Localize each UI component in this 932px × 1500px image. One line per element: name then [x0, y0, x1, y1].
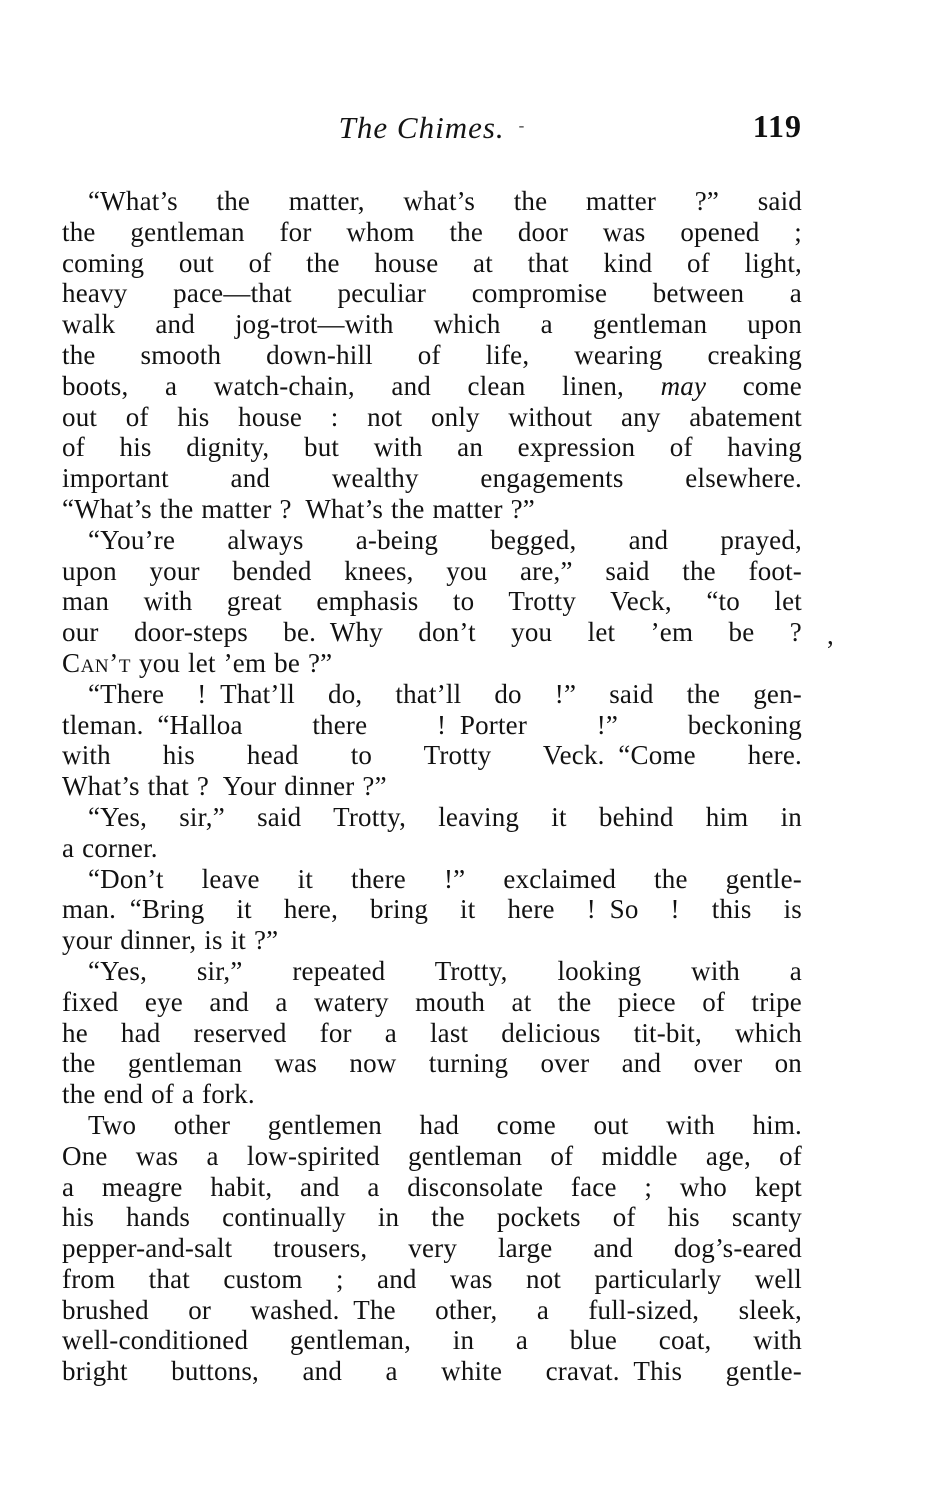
text-line [62, 956, 802, 987]
text-line [62, 432, 802, 463]
paragraph [62, 864, 802, 956]
text-line [62, 186, 802, 217]
running-title [62, 110, 802, 146]
text-line [62, 864, 802, 895]
italic-text: may [660, 370, 707, 401]
text-line [62, 494, 802, 525]
text-segment: man. “Bring it here, bring it here ! So ! this is [62, 894, 802, 925]
print-artifact-dash: - [518, 116, 526, 135]
text-segment: boots, a watch-chain, and clean linen, [62, 370, 661, 401]
text-segment: “Don’t leave it there !” exclaimed the gentle- [88, 863, 802, 894]
text-line [62, 278, 802, 309]
text-line [62, 1202, 802, 1233]
text-line [62, 1356, 802, 1387]
text-line [62, 987, 802, 1018]
running-title-text: The Chimes. [338, 110, 505, 145]
text-line [62, 556, 802, 587]
text-segment: “What’s the matter ? What’s the matter ?” [62, 493, 535, 524]
text-segment: walk and jog-trot—with which a gentleman upon [62, 309, 802, 340]
text-segment: “Yes, sir,” said Trotty, leaving it behind him in [88, 801, 802, 832]
text-segment: with his head to Trotty Veck. “Come here. [62, 740, 802, 771]
text-segment: What’s that ? Your dinner ?” [62, 771, 387, 802]
text-line [62, 679, 802, 710]
text-segment: “There ! That’ll do, that’ll do !” said the gen- [88, 678, 802, 709]
text-segment: One was a low-spirited gentleman of middle age, of [62, 1140, 802, 1171]
text-segment: a corner. [62, 832, 158, 863]
smallcaps-text: Can’t [62, 647, 132, 678]
paragraph [62, 802, 802, 864]
text-line [62, 1233, 802, 1264]
page-number: 119 [752, 108, 802, 144]
text-segment: the gentleman was now turning over and over on [62, 1048, 802, 1079]
text-line [62, 463, 802, 494]
text-segment: the smooth down-hill of life, wearing creaking [62, 339, 802, 370]
text-segment: upon your bended knees, you are,” said the foot- [62, 555, 802, 586]
text-segment: his hands continually in the pockets of his scanty [62, 1202, 802, 1233]
text-line [62, 802, 802, 833]
text-segment: a meagre habit, and a disconsolate face ; who kept [62, 1171, 802, 1202]
paragraph [62, 524, 834, 679]
text-line [62, 710, 802, 741]
text-segment: important and wealthy engagements elsewhere. [62, 463, 802, 494]
text-line [62, 525, 802, 556]
text-line [62, 1141, 802, 1172]
text-segment: fixed eye and a watery mouth at the piece of tripe [62, 986, 802, 1017]
text-line [62, 740, 802, 771]
text-line [62, 402, 802, 433]
text-line [62, 1295, 802, 1326]
text-line [62, 1018, 802, 1049]
page-header [62, 110, 802, 152]
text-segment: tleman. “Halloa there ! Porter !” beckoning [62, 709, 802, 740]
text-line [62, 1264, 802, 1295]
text-segment: man with great emphasis to Trotty Veck, “to let [62, 586, 802, 617]
text-body [62, 186, 834, 1387]
text-segment: well-conditioned gentleman, in a blue coat, with [62, 1325, 802, 1356]
text-line [62, 648, 802, 679]
text-segment: pepper-and-salt trousers, very large and dog’s-eared [62, 1233, 802, 1264]
paragraph [62, 186, 802, 525]
paragraph [62, 1110, 802, 1387]
text-segment: our door-steps be. Why don’t you let ’em be ? [62, 617, 802, 648]
text-segment: you let ’em be ?” [131, 647, 333, 678]
text-line [62, 1110, 802, 1141]
text-line [62, 1172, 802, 1203]
text-segment: “What’s the matter, what’s the matter ?” said [88, 186, 802, 216]
text-segment: Two other gentlemen had come out with him. [88, 1109, 802, 1140]
text-segment: come [706, 370, 802, 401]
text-line [62, 309, 802, 340]
text-segment: of his dignity, but with an expression of having [62, 432, 802, 463]
text-line [62, 617, 834, 651]
text-segment: “Yes, sir,” repeated Trotty, looking with a [88, 955, 802, 986]
text-segment: he had reserved for a last delicious tit-bit, which [62, 1017, 802, 1048]
text-segment: the end of a fork. [62, 1079, 255, 1110]
text-line [62, 1079, 802, 1110]
text-line [62, 1048, 802, 1079]
text-segment: brushed or washed. The other, a full-sized, sleek, [62, 1294, 802, 1325]
text-line [62, 340, 802, 371]
text-segment: your dinner, is it ?” [62, 925, 279, 956]
text-line [62, 833, 802, 864]
text-line [62, 586, 802, 617]
text-segment: from that custom ; and was not particularly well [62, 1263, 802, 1294]
text-line [62, 1325, 802, 1356]
text-segment: the gentleman for whom the door was opened ; [62, 216, 802, 247]
text-segment: out of his house : not only without any abatement [62, 401, 802, 432]
paragraph [62, 679, 802, 802]
paragraph [62, 956, 802, 1110]
text-line [62, 371, 802, 402]
text-segment: heavy pace—that peculiar compromise between a [62, 278, 802, 309]
text-line [62, 248, 802, 279]
text-line [62, 925, 802, 956]
text-line [62, 771, 802, 802]
text-segment: “You’re always a-being begged, and prayed, [88, 524, 802, 555]
text-segment: bright buttons, and a white cravat. This gentle- [62, 1356, 802, 1387]
text-line [62, 217, 802, 248]
print-artifact-comma: , [827, 620, 834, 651]
text-segment: coming out of the house at that kind of light, [62, 247, 802, 278]
text-line [62, 894, 802, 925]
